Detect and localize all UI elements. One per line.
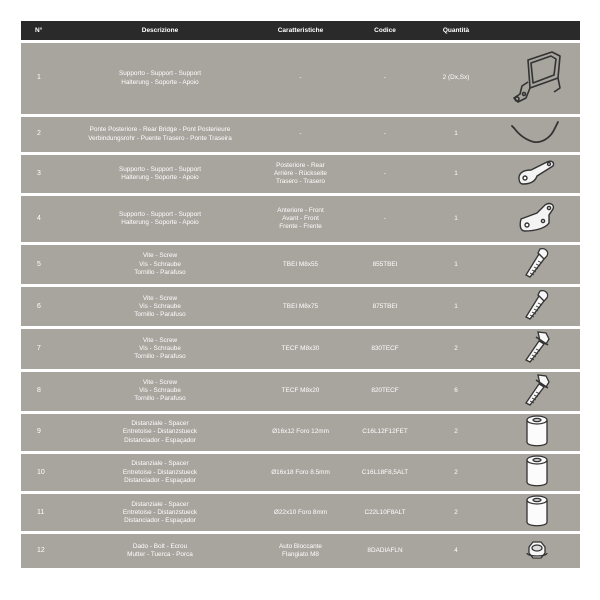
row-code: 875TBEI	[352, 286, 418, 328]
row-description-line: Halterung - Soporte - Apoio	[121, 219, 199, 226]
flange-screw-icon	[494, 329, 580, 368]
row-description-line: Distanciador - Espaçador	[124, 516, 196, 524]
row-characteristics	[249, 412, 352, 452]
table-row	[21, 116, 580, 154]
row-image	[494, 116, 580, 154]
row-code: C16L12F12FET	[352, 412, 418, 452]
row-quantity: 1	[418, 116, 494, 154]
table-row	[21, 286, 580, 328]
row-characteristics-line: Flangiato M8	[282, 551, 319, 559]
row-description-line: Tornillo - Parafuso	[134, 395, 186, 403]
row-number: 7	[21, 328, 71, 370]
row-description-line: Vite - Screw	[142, 294, 178, 302]
row-description-line: Entretoise - Distanzstueck	[122, 508, 198, 516]
row-image	[494, 370, 580, 412]
row-description-line: Halterung - Soporte - Apoio	[121, 174, 199, 181]
row-description-line: Distanciador - Espaçador	[124, 436, 196, 444]
row-quantity: 2	[418, 453, 494, 493]
row-code: C16L18F8,5ALT	[352, 453, 418, 493]
row-description-line: Vite - Screw	[142, 336, 178, 344]
row-description	[71, 116, 249, 154]
row-characteristics-line: Ø16x18 Foro 8.5mm	[271, 468, 330, 476]
row-description-line: Vis - Schraube	[139, 344, 181, 352]
row-number: 2	[21, 116, 71, 154]
row-description-line: Supporto - Support - Support	[118, 210, 202, 218]
row-characteristics-line: Ø22x10 Foro 8mm	[273, 508, 328, 516]
row-description-line: Mutter - Tuerca - Porca	[127, 551, 193, 559]
row-quantity: 1	[418, 244, 494, 286]
row-description	[71, 154, 249, 195]
row-code: -	[352, 116, 418, 154]
row-code: -	[352, 195, 418, 244]
row-description	[71, 195, 249, 244]
row-description-line: Halterung - Soporte - Apoio	[121, 78, 199, 86]
row-quantity: 2	[418, 328, 494, 370]
header-descrizione: Descrizione	[71, 21, 249, 42]
row-characteristics	[249, 244, 352, 286]
flange-screw-icon	[494, 372, 580, 411]
spacer-icon	[494, 454, 580, 491]
row-characteristics-line: Frente - Frente	[279, 223, 322, 231]
row-description-line: Distanziale - Spacer	[131, 500, 189, 508]
row-quantity: 2 (Dx,Sx)	[418, 42, 494, 116]
row-quantity: 6	[418, 370, 494, 412]
row-image	[494, 154, 580, 195]
row-description-line: Distanciador - Espaçador	[124, 476, 196, 484]
row-quantity: 4	[418, 533, 494, 568]
row-description-line: Vis - Schraube	[139, 302, 181, 310]
parts-sheet	[21, 21, 580, 568]
row-number: 12	[21, 533, 71, 568]
table-row	[21, 154, 580, 195]
row-characteristics	[249, 195, 352, 244]
table-row	[21, 42, 580, 116]
button-screw-icon	[494, 245, 580, 284]
header-quantita: Quantità	[418, 21, 494, 42]
row-characteristics-line: Trasero - Trasero	[275, 178, 326, 186]
row-description	[71, 42, 249, 116]
row-image	[494, 42, 580, 116]
row-code: 830TECF	[352, 328, 418, 370]
row-description	[71, 328, 249, 370]
row-characteristics-line: TBEI M8x55	[282, 260, 319, 268]
row-image	[494, 244, 580, 286]
parts-table	[21, 21, 580, 568]
row-code: -	[352, 42, 418, 116]
row-image	[494, 195, 580, 244]
row-characteristics	[249, 116, 352, 154]
row-description-line: Tornillo - Parafuso	[134, 268, 186, 276]
row-number: 1	[21, 42, 71, 116]
row-description-line: Ponte Posteriore - Rear Bridge - Pont Posterieure	[89, 126, 231, 134]
row-characteristics	[249, 42, 352, 116]
row-image	[494, 493, 580, 533]
row-quantity: 2	[418, 412, 494, 452]
row-code: 8DADIAFLN	[352, 533, 418, 568]
row-description	[71, 412, 249, 452]
row-quantity: 1	[418, 286, 494, 328]
row-number: 3	[21, 154, 71, 195]
row-characteristics-line: Ø16x12 Foro 12mm	[272, 428, 329, 436]
row-description-line: Distanziale - Spacer	[131, 460, 189, 468]
table-row	[21, 493, 580, 533]
row-image	[494, 286, 580, 328]
table-row	[21, 370, 580, 412]
row-characteristics-line: Posteriore - Rear	[276, 161, 325, 169]
table-row	[21, 533, 580, 568]
row-description	[71, 493, 249, 533]
table-row	[21, 244, 580, 286]
row-number: 6	[21, 286, 71, 328]
row-description-line: Vis - Schraube	[139, 260, 181, 268]
side-frame-icon	[494, 48, 580, 109]
row-description-line: Tornillo - Parafuso	[134, 310, 186, 318]
row-characteristics-line: TECF M8x20	[281, 387, 320, 395]
row-description-line: Tornillo - Parafuso	[134, 353, 186, 361]
row-description	[71, 370, 249, 412]
row-description-line: Vite - Screw	[142, 378, 178, 386]
header-caratteristiche: Caratteristiche	[249, 21, 352, 42]
row-code: C22L10F8ALT	[352, 493, 418, 533]
row-number: 9	[21, 412, 71, 452]
table-row	[21, 412, 580, 452]
row-characteristics	[249, 370, 352, 412]
row-description	[71, 286, 249, 328]
row-description-line: Vis - Schraube	[139, 387, 181, 395]
rear-bridge-icon	[494, 118, 580, 151]
row-description-line: Entretoise - Distanzstueck	[122, 428, 198, 436]
header-codice: Codice	[352, 21, 418, 42]
front-bracket-icon	[494, 199, 580, 238]
row-code: 820TECF	[352, 370, 418, 412]
row-description-line: Supporto - Support - Support	[118, 165, 202, 173]
row-quantity: 1	[418, 154, 494, 195]
row-characteristics-line: Auto Bloccante	[279, 542, 322, 550]
row-quantity: 2	[418, 493, 494, 533]
row-characteristics	[249, 328, 352, 370]
row-description-line: Verbindungsrohr - Puente Trasero - Ponte Traseira	[88, 134, 232, 142]
row-number: 11	[21, 493, 71, 533]
row-code: -	[352, 154, 418, 195]
row-characteristics-line: Arrière - Rückseite	[274, 169, 327, 177]
row-description	[71, 244, 249, 286]
row-characteristics	[249, 493, 352, 533]
row-description-line: Dado - Bolt - Ecrou	[132, 542, 188, 550]
row-number: 8	[21, 370, 71, 412]
row-characteristics-line: Avant - Front	[282, 214, 319, 222]
row-characteristics	[249, 533, 352, 568]
row-characteristics	[249, 286, 352, 328]
header-image	[494, 21, 580, 42]
row-number: 5	[21, 244, 71, 286]
lock-nut-icon	[494, 539, 580, 564]
row-characteristics	[249, 154, 352, 195]
row-description	[71, 453, 249, 493]
button-screw-icon	[494, 287, 580, 326]
table-row	[21, 195, 580, 244]
row-image	[494, 412, 580, 452]
row-image	[494, 328, 580, 370]
row-characteristics-line: Anteriore - Front	[277, 206, 324, 214]
header-n: N°	[21, 21, 71, 42]
row-image	[494, 453, 580, 493]
row-description-line: Vite - Screw	[142, 252, 178, 260]
spacer-icon	[494, 414, 580, 451]
row-characteristics-line: -	[299, 74, 302, 82]
row-number: 4	[21, 195, 71, 244]
row-image	[494, 533, 580, 568]
table-row	[21, 453, 580, 493]
row-quantity: 1	[418, 195, 494, 244]
row-characteristics-line: -	[299, 130, 302, 138]
spacer-icon	[494, 494, 580, 531]
row-code: 855TBEI	[352, 244, 418, 286]
row-description-line: Distanziale - Spacer	[131, 420, 189, 428]
header-row	[21, 21, 580, 42]
row-description-line: Supporto - Support - Support	[118, 70, 202, 78]
row-characteristics	[249, 453, 352, 493]
table-row	[21, 328, 580, 370]
row-description-line: Entretoise - Distanzstueck	[122, 468, 198, 476]
row-characteristics-line: TECF M8x30	[281, 344, 320, 352]
row-description	[71, 533, 249, 568]
row-number: 10	[21, 453, 71, 493]
rear-bracket-icon	[494, 156, 580, 191]
row-characteristics-line: TBEI M8x75	[282, 302, 319, 310]
